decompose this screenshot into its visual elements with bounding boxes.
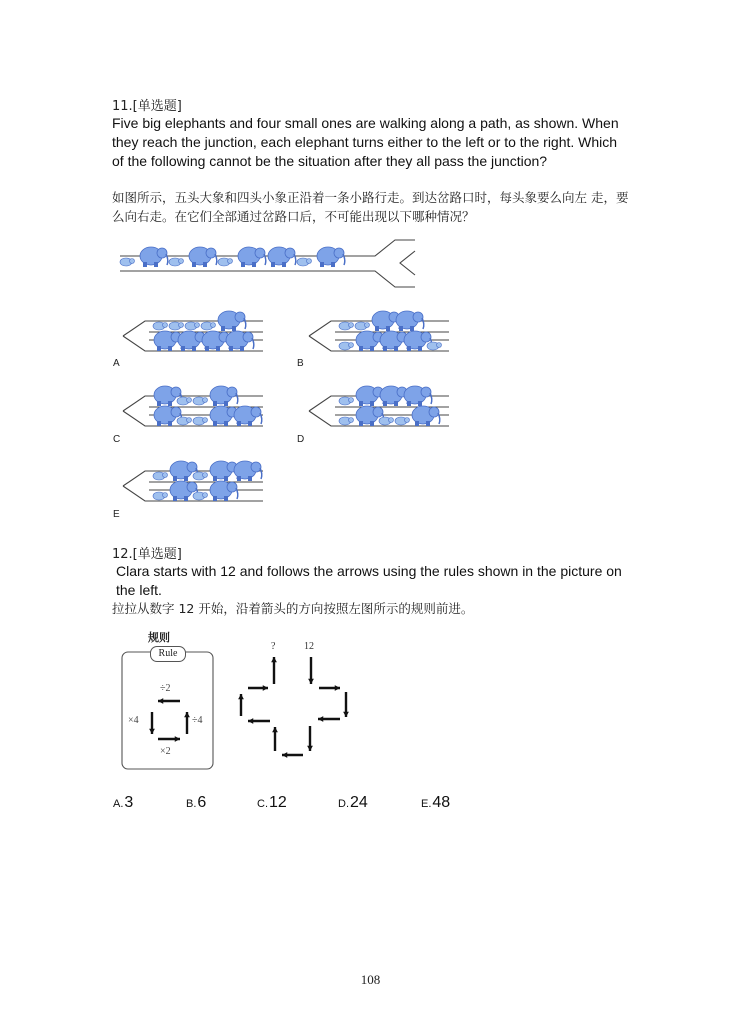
maze-arrow-right-icon bbox=[319, 685, 340, 691]
small-elephant-icon bbox=[339, 342, 354, 350]
q12-chinese-text: 拉拉从数字 12 开始，沿着箭头的方向按照左图所示的规则前进。 bbox=[112, 601, 474, 616]
small-elephant-icon bbox=[297, 258, 312, 266]
big-elephant-icon bbox=[234, 461, 262, 481]
q11-english-text: Five big elephants and four small ones are walking along a path, as shown. When they reach the junction, each elephant turns either to the left or to the right. Which of the following cannot be the situation after they all pass the junction? bbox=[112, 115, 619, 169]
rule-op-right: ÷4 bbox=[192, 715, 203, 726]
big-elephant-icon bbox=[218, 311, 246, 331]
rule-arrow-left-icon bbox=[158, 698, 180, 704]
small-elephant-icon bbox=[339, 397, 354, 405]
option-label-a: A bbox=[113, 358, 120, 369]
big-elephant-icon bbox=[356, 386, 384, 406]
maze-arrow-up-icon bbox=[272, 727, 278, 751]
small-elephant-icon bbox=[193, 397, 208, 405]
small-elephant-icon bbox=[339, 417, 354, 425]
main-path-edge bbox=[120, 271, 415, 287]
big-elephant-icon bbox=[189, 247, 217, 267]
junction-inner-edge bbox=[400, 251, 415, 275]
big-elephant-icon bbox=[356, 331, 384, 351]
q11-chinese-text: 如图所示，五头大象和四头小象正沿着一条小路行走。到达岔路口时，每头象要么向左 走，要么向右走。在它们全部通过岔路口后，不可能出现以下哪种情况？ bbox=[112, 190, 629, 224]
maze-end-label: ? bbox=[271, 641, 276, 652]
answer-option-d[interactable]: D.24 bbox=[338, 794, 368, 811]
big-elephant-icon bbox=[380, 331, 408, 351]
q11-header: 11.[单选题] bbox=[112, 99, 182, 114]
small-elephant-icon bbox=[355, 322, 370, 330]
rule-arrow-down-icon bbox=[149, 712, 155, 734]
small-elephant-icon bbox=[395, 417, 410, 425]
small-elephant-icon bbox=[193, 417, 208, 425]
big-elephant-icon bbox=[202, 331, 230, 351]
big-elephant-icon bbox=[154, 331, 182, 351]
big-elephant-icon bbox=[372, 311, 400, 331]
big-elephant-icon bbox=[210, 406, 238, 426]
small-elephant-icon bbox=[185, 322, 200, 330]
big-elephant-icon bbox=[396, 311, 424, 331]
answer-option-a[interactable]: A.3 bbox=[113, 794, 134, 811]
rule-arrow-right-icon bbox=[158, 736, 180, 742]
page-number: 108 bbox=[360, 972, 381, 987]
small-elephant-icon bbox=[177, 417, 192, 425]
answer-option-c[interactable]: C.12 bbox=[257, 794, 287, 811]
small-elephant-icon bbox=[169, 322, 184, 330]
small-elephant-icon bbox=[153, 322, 168, 330]
big-elephant-icon bbox=[226, 331, 254, 351]
option-label-b: B bbox=[297, 358, 304, 369]
maze-arrow-left-icon bbox=[318, 716, 340, 722]
small-elephant-icon bbox=[218, 258, 233, 266]
maze-arrow-right-icon bbox=[248, 685, 268, 691]
q12-header: 12.[单选题] bbox=[112, 547, 182, 562]
big-elephant-icon bbox=[412, 406, 440, 426]
small-elephant-icon bbox=[177, 397, 192, 405]
rule-op-left: ×4 bbox=[128, 715, 139, 726]
small-elephant-icon bbox=[153, 472, 168, 480]
small-elephant-icon bbox=[339, 322, 354, 330]
big-elephant-icon bbox=[210, 481, 238, 501]
rule-title: 规则 bbox=[148, 631, 170, 644]
rule-arrow-up-icon bbox=[184, 712, 190, 734]
small-elephant-icon bbox=[427, 342, 442, 350]
small-elephant-icon bbox=[379, 417, 394, 425]
option-label-c: C bbox=[113, 434, 121, 445]
big-elephant-icon bbox=[178, 331, 206, 351]
big-elephant-icon bbox=[234, 406, 262, 426]
answer-option-b[interactable]: B.6 bbox=[186, 794, 207, 811]
rule-op-bottom: ×2 bbox=[160, 746, 171, 757]
small-elephant-icon bbox=[201, 322, 216, 330]
small-elephant-icon bbox=[120, 258, 135, 266]
maze-start-label: 12 bbox=[304, 641, 314, 652]
small-elephant-icon bbox=[193, 472, 208, 480]
maze-arrow-left-icon bbox=[248, 718, 270, 724]
big-elephant-icon bbox=[210, 461, 238, 481]
maze-arrow-up-icon bbox=[271, 657, 277, 684]
big-elephant-icon bbox=[268, 247, 296, 267]
maze-arrow-up-icon bbox=[238, 694, 244, 716]
big-elephant-icon bbox=[238, 247, 266, 267]
maze-arrow-down-icon bbox=[308, 657, 314, 684]
rule-tag: Rule bbox=[150, 646, 186, 662]
maze-arrow-left-icon bbox=[282, 752, 303, 758]
small-elephant-icon bbox=[193, 492, 208, 500]
big-elephant-icon bbox=[380, 386, 408, 406]
small-elephant-icon bbox=[169, 258, 184, 266]
big-elephant-icon bbox=[140, 247, 168, 267]
q12-english-text: Clara starts with 12 and follows the arrows using the rules shown in the picture on the left. bbox=[116, 563, 622, 598]
small-elephant-icon bbox=[153, 492, 168, 500]
rule-op-top: ÷2 bbox=[160, 683, 171, 694]
option-label-d: D bbox=[297, 434, 305, 445]
maze-arrow-down-icon bbox=[343, 692, 349, 717]
option-label-e: E bbox=[113, 509, 120, 520]
answer-option-e[interactable]: E.48 bbox=[421, 794, 451, 811]
maze-arrow-down-icon bbox=[307, 726, 313, 751]
big-elephant-icon bbox=[210, 386, 238, 406]
big-elephant-icon bbox=[317, 247, 345, 267]
big-elephant-icon bbox=[404, 386, 432, 406]
